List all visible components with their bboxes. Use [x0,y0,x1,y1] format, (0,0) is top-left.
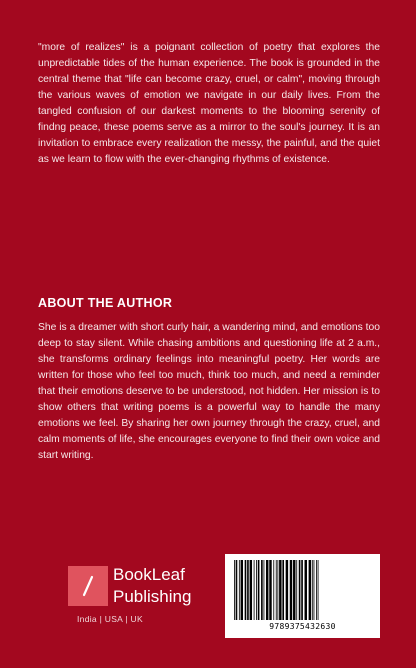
isbn-barcode [225,554,380,638]
barcode-bar [316,560,317,620]
barcode-bar [234,560,235,620]
barcode-bar [293,560,295,620]
barcode-bar [299,560,301,620]
barcode-bar [314,560,315,620]
barcode-bar [264,560,265,620]
barcode-bar [290,560,292,620]
barcode-bar [282,560,284,620]
barcode-bar [247,560,249,620]
barcode-bar [250,560,252,620]
barcode-bars [234,560,371,620]
barcode-bar [245,560,247,620]
barcode-bar [312,560,313,620]
barcode-bar [301,560,303,620]
publisher-regions: India | USA | UK [77,614,143,624]
publisher-name: BookLeaf [113,565,185,584]
barcode-bar [254,560,255,620]
about-author-heading: ABOUT THE AUTHOR [38,296,173,310]
barcode-bar [241,560,243,620]
barcode-bar [276,560,277,620]
slash-logo-icon [68,566,108,606]
author-bio: She is a dreamer with short curly hair, a wandering mind, and emotions too deep to stay silent. While chasing ambitions and questioning life at 2 a.m., she transforms ordinary feelings into meaningful poetry. Her words are written for those who feel too much, think too much, and need a reminder that their emotions deserve to be understood, not hidden. Her mission is to show others that writing poems is a powerful way to handle the many emotions we feel. By sharing her own journey through the crazy, cruel, and calm moments of life, she encourages everyone to find their own voice and start writing. [38,322,380,461]
publisher-subname: Publishing [113,587,192,606]
barcode-bar [256,560,257,620]
barcode-bar [277,560,278,620]
barcode-bar [266,560,268,620]
barcode-bar [279,560,281,620]
barcode-bar [261,560,263,620]
barcode-bar [269,560,271,620]
barcode-bar [236,560,237,620]
barcode-bar [318,560,319,620]
book-blurb: "more of realizes" is a poignant collection of poetry that explores the unpredictable tides of the human experience. The book is grounded in the central theme that "life can become crazy, cruel, or calm", moving through the various waves of emotion we navigate in our daily lives. From the tangled confusion of our darkest moments to the blooming serenity of findng peace, these poems serve as a mirror to the soul's journey. It is an invitation to embrace every realization the messy, the painful, and the quiet as we learn to flow with the ever-changing rhythms of existence. [38,42,380,165]
barcode-bar [273,560,274,620]
barcode-bar [305,560,307,620]
barcode-bar [309,560,311,620]
barcode-bar [296,560,297,620]
barcode-bar [236,560,237,620]
barcode-bar [258,560,260,620]
barcode-bar [286,560,288,620]
barcode-bar [239,560,240,620]
isbn-number: 9789375432630 [269,622,336,631]
